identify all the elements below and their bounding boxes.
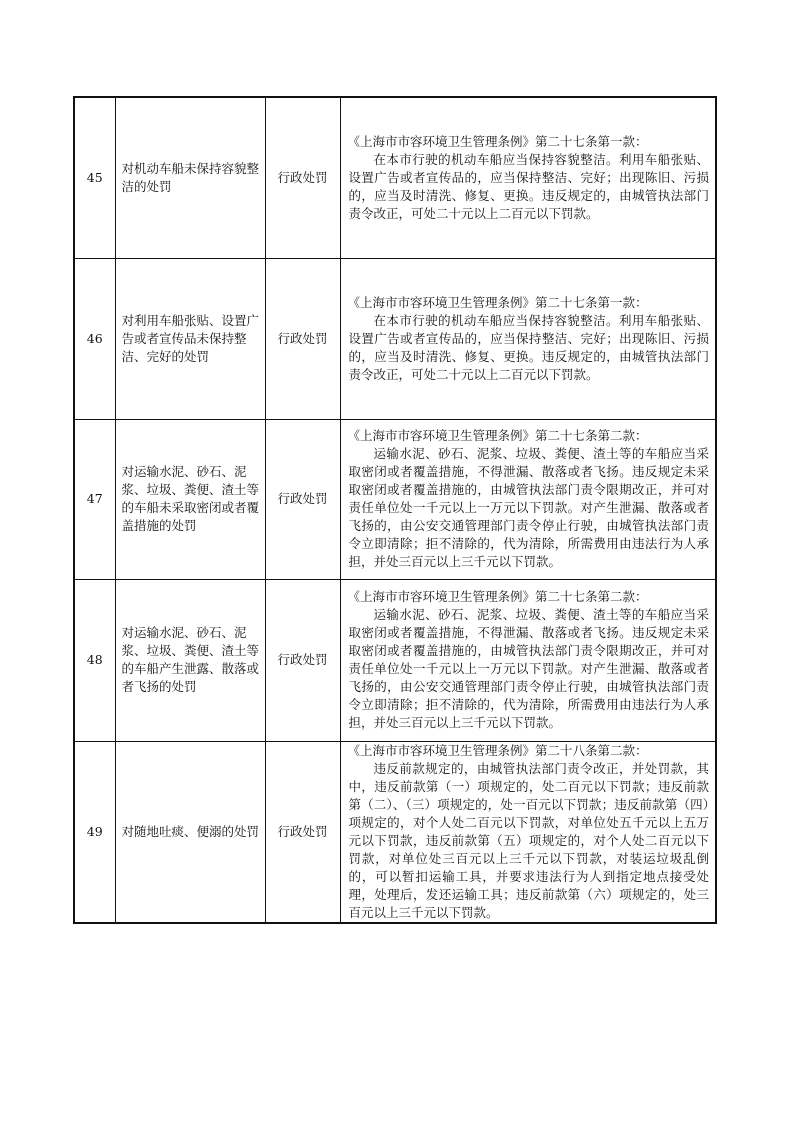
legal-basis xyxy=(340,419,716,579)
regulation-text: 运输水泥、砂石、泥浆、垃圾、粪便、渣土等的车船应当采取密闭或者覆盖措施，不得泄漏、散落或者飞扬。违反规定未采取密闭或者覆盖措施的，由城管执法部门责令限期改正，并可对责任单位处一千元以上一万元以下罚款。对产生泄漏、散落或者飞扬的，由公安交通管理部门责令停止行驶，由城管执法部门责令立即清除；拒不清除的，代为清除，所需费用由违法行为人承担，并处三百元以上三千元以下罚款。 xyxy=(348,446,709,569)
regulation-text: 在本市行驶的机动车船应当保持容貌整洁。利用车船张贴、设置广告或者宣传品的，应当保持整洁、完好；出现陈旧、污损的，应当及时清洗、修复、更换。违反规定的，由城管执法部门责令改正，可处二十元以上二百元以下罚款。 xyxy=(348,151,709,221)
item-name: 对运输水泥、砂石、泥浆、垃圾、粪便、渣土等的车船未采取密闭或者覆盖措施的处罚 xyxy=(115,419,265,579)
regulation-source: 《上海市市容环境卫生管理条例》第二十七条第二款： xyxy=(347,428,648,443)
legal-basis xyxy=(340,258,716,419)
item-name: 对随地吐痰、便溺的处罚 xyxy=(115,741,265,923)
penalty-type: 行政处罚 xyxy=(265,419,340,579)
regulation-text: 在本市行驶的机动车船应当保持容貌整洁。利用车船张贴、设置广告或者宣传品的，应当保持整洁、完好；出现陈旧、污损的，应当及时清洗、修复、更换。违反规定的，由城管执法部门责令改正，可处二十元以上二百元以下罚款。 xyxy=(348,312,709,382)
item-name: 对机动车船未保持容貌整洁的处罚 xyxy=(115,97,265,258)
penalty-type: 行政处罚 xyxy=(265,741,340,923)
regulation-source: 《上海市市容环境卫生管理条例》第二十七条第一款： xyxy=(347,133,648,149)
penalty-type: 行政处罚 xyxy=(265,97,340,258)
item-name: 对利用车船张贴、设置广告或者宣传品未保持整洁、完好的处罚 xyxy=(115,258,265,419)
regulation-source: 《上海市市容环境卫生管理条例》第二十七条第一款： xyxy=(347,294,648,310)
regulation-text: 违反前款规定的，由城管执法部门责令改正，并处罚款，其中，违反前款第（一）项规定的，处二百元以下罚款；违反前款第（二）、（三）项规定的，处一百元以下罚款；违反前款第（四）项规定的，对个人处二百元以下罚款，对单位处五千元以上五万元以下罚款，违反前款第（五）项规定的，对个人处二百元以下罚款，对单位处三百元以上三千元以下罚款，对装运垃圾乱倒的，可以暂扣运输工具，并要求违法行为人到指定地点接受处理，处理后，发还运输工具；违反前款第（六）项规定的，处三百元以上三千元以下罚款。 xyxy=(348,760,709,920)
row-number: 45 xyxy=(74,97,115,258)
row-number: 48 xyxy=(74,579,115,741)
regulation-source: 《上海市市容环境卫生管理条例》第二十七条第二款： xyxy=(347,589,648,604)
table-row xyxy=(74,579,716,741)
table-row xyxy=(74,419,716,579)
table-row xyxy=(74,741,716,923)
legal-basis xyxy=(340,579,716,741)
legal-basis xyxy=(340,97,716,258)
row-number: 49 xyxy=(74,741,115,923)
penalty-table xyxy=(73,96,717,924)
table-row xyxy=(74,97,716,258)
table-row xyxy=(74,258,716,419)
regulation-source: 《上海市市容环境卫生管理条例》第二十八条第二款： xyxy=(347,742,648,758)
penalty-type: 行政处罚 xyxy=(265,258,340,419)
penalty-type: 行政处罚 xyxy=(265,579,340,741)
legal-basis xyxy=(340,741,716,923)
row-number: 47 xyxy=(74,419,115,579)
regulation-text: 运输水泥、砂石、泥浆、垃圾、粪便、渣土等的车船应当采取密闭或者覆盖措施，不得泄漏、散落或者飞扬。违反规定未采取密闭或者覆盖措施的，由城管执法部门责令限期改正，并可对责任单位处一千元以上一万元以下罚款。对产生泄漏、散落或者飞扬的，由公安交通管理部门责令停止行驶，由城管执法部门责令立即清除；拒不清除的，代为清除，所需费用由违法行为人承担，并处三百元以上三千元以下罚款。 xyxy=(348,607,709,730)
item-name: 对运输水泥、砂石、泥浆、垃圾、粪便、渣土等的车船产生泄露、散落或者飞扬的处罚 xyxy=(115,579,265,741)
row-number: 46 xyxy=(74,258,115,419)
